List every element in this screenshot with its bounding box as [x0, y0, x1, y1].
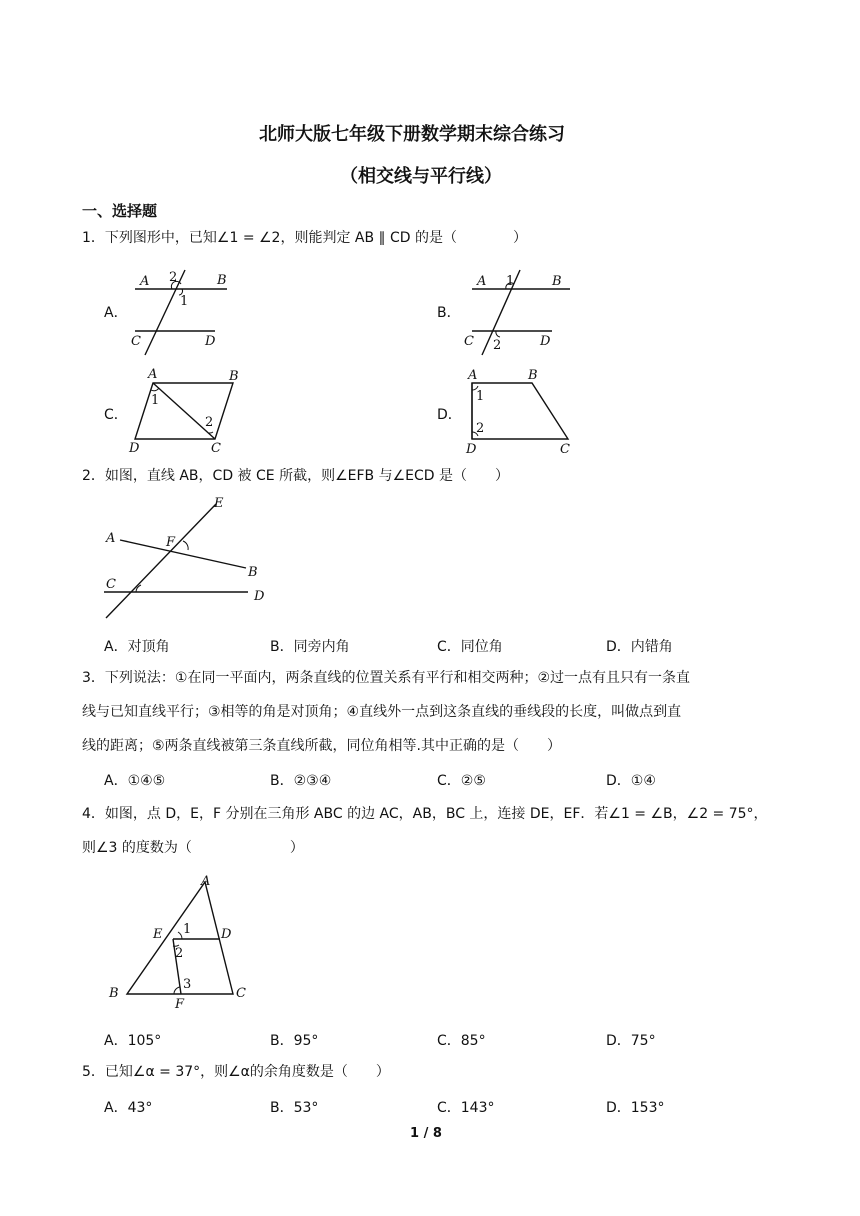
q1-figure-c	[125, 366, 250, 456]
section-title: 一、选择题	[82, 202, 158, 220]
q1-option-d: D．	[437, 407, 462, 423]
question-3-line-1: 3．下列说法：①在同一平面内，两条直线的位置关系有平行和相交两种；②过一点有且只有一条直	[82, 670, 691, 686]
q3-option-b: B．②③④	[270, 773, 332, 789]
q4-label-B: B	[109, 986, 119, 1001]
q5-option-c: C．143°	[437, 1100, 495, 1116]
question-2-text: 2．如图，直线 AB，CD 被 CE 所截，则∠EFB 与∠ECD 是（ ）	[82, 468, 509, 484]
q1b-label-C: C	[464, 334, 474, 349]
q1c-label-D: D	[129, 441, 140, 456]
q4-label-1: 1	[183, 922, 192, 937]
page-subtitle: （相交线与平行线）	[340, 166, 502, 187]
q1b-label-B: B	[552, 274, 562, 289]
q1-option-b: B．	[437, 305, 461, 321]
q1d-label-A: A	[468, 368, 478, 383]
q2-label-E: E	[214, 496, 224, 511]
q4-option-c: C．85°	[437, 1033, 486, 1049]
q3-option-d: D．①④	[606, 773, 656, 789]
q2-label-B: B	[248, 565, 258, 580]
q2-option-d: D．内错角	[606, 639, 673, 655]
q4-label-3: 3	[183, 977, 192, 992]
q1b-label-A: A	[477, 274, 487, 289]
q1a-label-1: 1	[180, 294, 189, 309]
q2-label-D: D	[254, 589, 265, 604]
question-3-line-2: 线与已知直线平行；③相等的角是对顶角；④直线外一点到这条直线的垂线段的长度，叫做点到直	[82, 704, 682, 720]
q1d-label-D: D	[466, 442, 477, 456]
q1-option-a: A．	[104, 305, 128, 321]
page-title: 北师大版七年级下册数学期末综合练习	[259, 124, 565, 145]
q2-label-C: C	[106, 577, 116, 592]
q4-option-a: A．105°	[104, 1033, 162, 1049]
q1b-label-1: 1	[506, 274, 515, 289]
q4-figure	[103, 870, 253, 1010]
q1a-label-2: 2	[169, 270, 178, 285]
q4-label-2: 2	[175, 946, 184, 961]
q3-option-a: A．①④⑤	[104, 773, 166, 789]
q4-option-b: B．95°	[270, 1033, 319, 1049]
question-1-text: 1．下列图形中，已知∠1 = ∠2，则能判定 AB ∥ CD 的是（ ）	[82, 230, 527, 246]
q1c-label-2: 2	[205, 415, 214, 430]
question-3-line-3: 线的距离；⑤两条直线被第三条直线所截，同位角相等.其中正确的是（ ）	[82, 738, 561, 754]
q4-label-A: A	[201, 874, 211, 889]
q5-option-a: A．43°	[104, 1100, 153, 1116]
q2-figure	[98, 494, 278, 624]
question-4-line-1: 4．如图，点 D，E，F 分别在三角形 ABC 的边 AC，AB，BC 上，连接 DE，EF．若∠1 = ∠B，∠2 = 75°，	[82, 806, 768, 822]
q1b-label-2: 2	[493, 338, 502, 353]
q1a-label-A: A	[140, 274, 150, 289]
q1b-label-D: D	[540, 334, 551, 349]
q2-option-b: B．同旁内角	[270, 639, 350, 655]
q1c-label-B: B	[229, 369, 239, 384]
q1d-label-B: B	[528, 368, 538, 383]
q4-label-D: D	[221, 927, 232, 942]
q4-label-F: F	[175, 997, 185, 1010]
q1a-label-C: C	[131, 334, 141, 349]
q4-label-C: C	[236, 986, 246, 1001]
q1-figure-d	[460, 366, 585, 456]
q4-option-d: D．75°	[606, 1033, 656, 1049]
q1-option-c: C．	[104, 407, 128, 423]
q2-label-F: F	[166, 535, 176, 550]
page-number: 1 / 8	[410, 1126, 442, 1141]
q1c-label-C: C	[211, 441, 221, 456]
q1-figure-a	[125, 265, 235, 360]
q1-figure-b	[460, 265, 580, 360]
q1c-label-1: 1	[151, 393, 160, 408]
q5-option-d: D．153°	[606, 1100, 665, 1116]
question-5-text: 5．已知∠α = 37°，则∠α的余角度数是（ ）	[82, 1064, 390, 1080]
q5-option-b: B．53°	[270, 1100, 319, 1116]
q1c-label-A: A	[148, 367, 158, 382]
q4-label-E: E	[153, 927, 163, 942]
q2-option-a: A．对顶角	[104, 639, 170, 655]
q1a-label-D: D	[205, 334, 216, 349]
q3-option-c: C．②⑤	[437, 773, 486, 789]
q1d-label-1: 1	[476, 389, 485, 404]
q1d-label-C: C	[560, 442, 570, 456]
q1d-label-2: 2	[476, 421, 485, 436]
q2-option-c: C．同位角	[437, 639, 503, 655]
q1a-label-B: B	[217, 273, 227, 288]
q2-label-A: A	[106, 531, 116, 546]
question-4-line-2: 则∠3 的度数为（ ）	[82, 840, 304, 856]
